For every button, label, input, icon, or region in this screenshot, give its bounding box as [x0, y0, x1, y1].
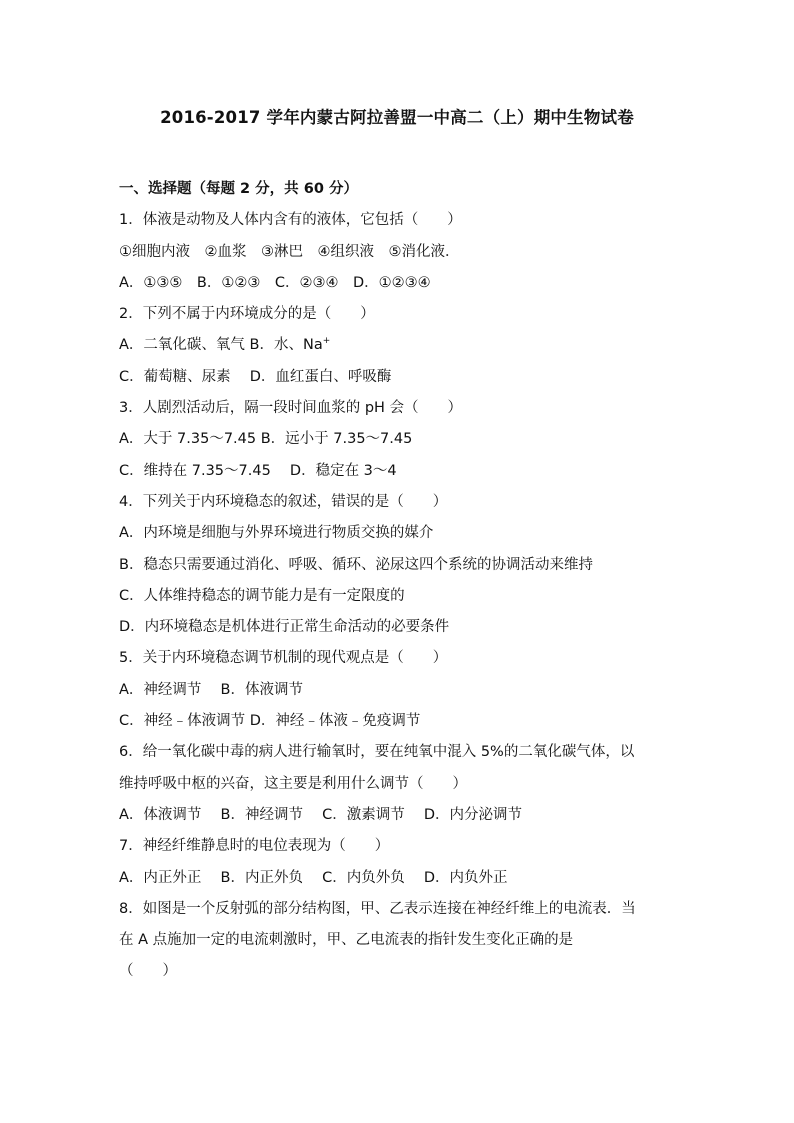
question-4-stem: 4．下列关于内环境稳态的叙述，错误的是（ ） — [119, 493, 448, 510]
sodium-charge-superscript: + — [322, 336, 331, 347]
question-6-options: A．体液调节 B．神经调节 C．激素调节 D．内分泌调节 — [119, 806, 522, 823]
question-7-options: A．内正外正 B．内正外负 C．内负外负 D．内负外正 — [119, 869, 508, 886]
question-3-options-cd: C．维持在 7.35～7.45 D．稳定在 3～4 — [119, 462, 397, 479]
question-8-stem-line-2: 在 A 点施加一定的电流刺激时，甲、乙电流表的指针发生变化正确的是 — [119, 932, 574, 949]
question-1-options: A．①③⑤ B．①②③ C．②③④ D．①②③④ — [119, 274, 431, 291]
question-4-option-d: D．内环境稳态是机体进行正常生命活动的必要条件 — [119, 619, 450, 636]
page-title: 2016-2017 学年内蒙古阿拉善盟一中高二（上）期中生物试卷 — [160, 108, 634, 127]
question-3-options-ab: A．大于 7.35～7.45 B．远小于 7.35～7.45 — [119, 431, 413, 448]
question-5-stem: 5．关于内环境稳态调节机制的现代观点是（ ） — [119, 650, 448, 667]
question-1-items: ①细胞内液 ②血浆 ③淋巴 ④组织液 ⑤消化液． — [119, 243, 460, 260]
question-3-stem: 3．人剧烈活动后，隔一段时间血浆的 pH 会（ ） — [119, 400, 463, 417]
question-8-stem-line-1: 8．如图是一个反射弧的部分结构图，甲、乙表示连接在神经纤维上的电流表．当 — [119, 900, 636, 917]
section-heading: 一、选择题（每题 2 分，共 60 分） — [119, 181, 358, 197]
question-2-options-ab — [119, 330, 689, 361]
question-8-stem-line-3: （ ） — [119, 963, 177, 980]
question-2-options-cd: C．葡萄糖、尿素 D．血红蛋白、呼吸酶 — [119, 368, 392, 385]
exam-content — [119, 174, 689, 988]
question-5-options-cd: C．神经﹣体液调节 D．神经﹣体液﹣免疫调节 — [119, 713, 421, 730]
question-7-stem: 7．神经纤维静息时的电位表现为（ ） — [119, 838, 390, 855]
question-6-stem-line-1: 6．给一氧化碳中毒的病人进行输氧时，要在纯氧中混入 5%的二氧化碳气体，以 — [119, 744, 635, 761]
question-1-stem: 1．体液是动物及人体内含有的液体，它包括（ ） — [119, 212, 462, 229]
question-4-option-b: B．稳态只需要通过消化、呼吸、循环、泌尿这四个系统的协调活动来维持 — [119, 556, 593, 573]
question-4-option-a: A．内环境是细胞与外界环境进行物质交换的媒介 — [119, 525, 434, 542]
question-2-stem: 2．下列不属于内环境成分的是（ ） — [119, 306, 375, 323]
question-5-options-ab: A．神经调节 B．体液调节 — [119, 681, 303, 698]
question-2-options-ab-text: A．二氧化碳、氧气 B．水、Na — [119, 337, 323, 354]
question-6-stem-line-2: 维持呼吸中枢的兴奋，这主要是利用什么调节（ ） — [119, 775, 467, 792]
question-4-option-c: C．人体维持稳态的调节能力是有一定限度的 — [119, 587, 405, 604]
